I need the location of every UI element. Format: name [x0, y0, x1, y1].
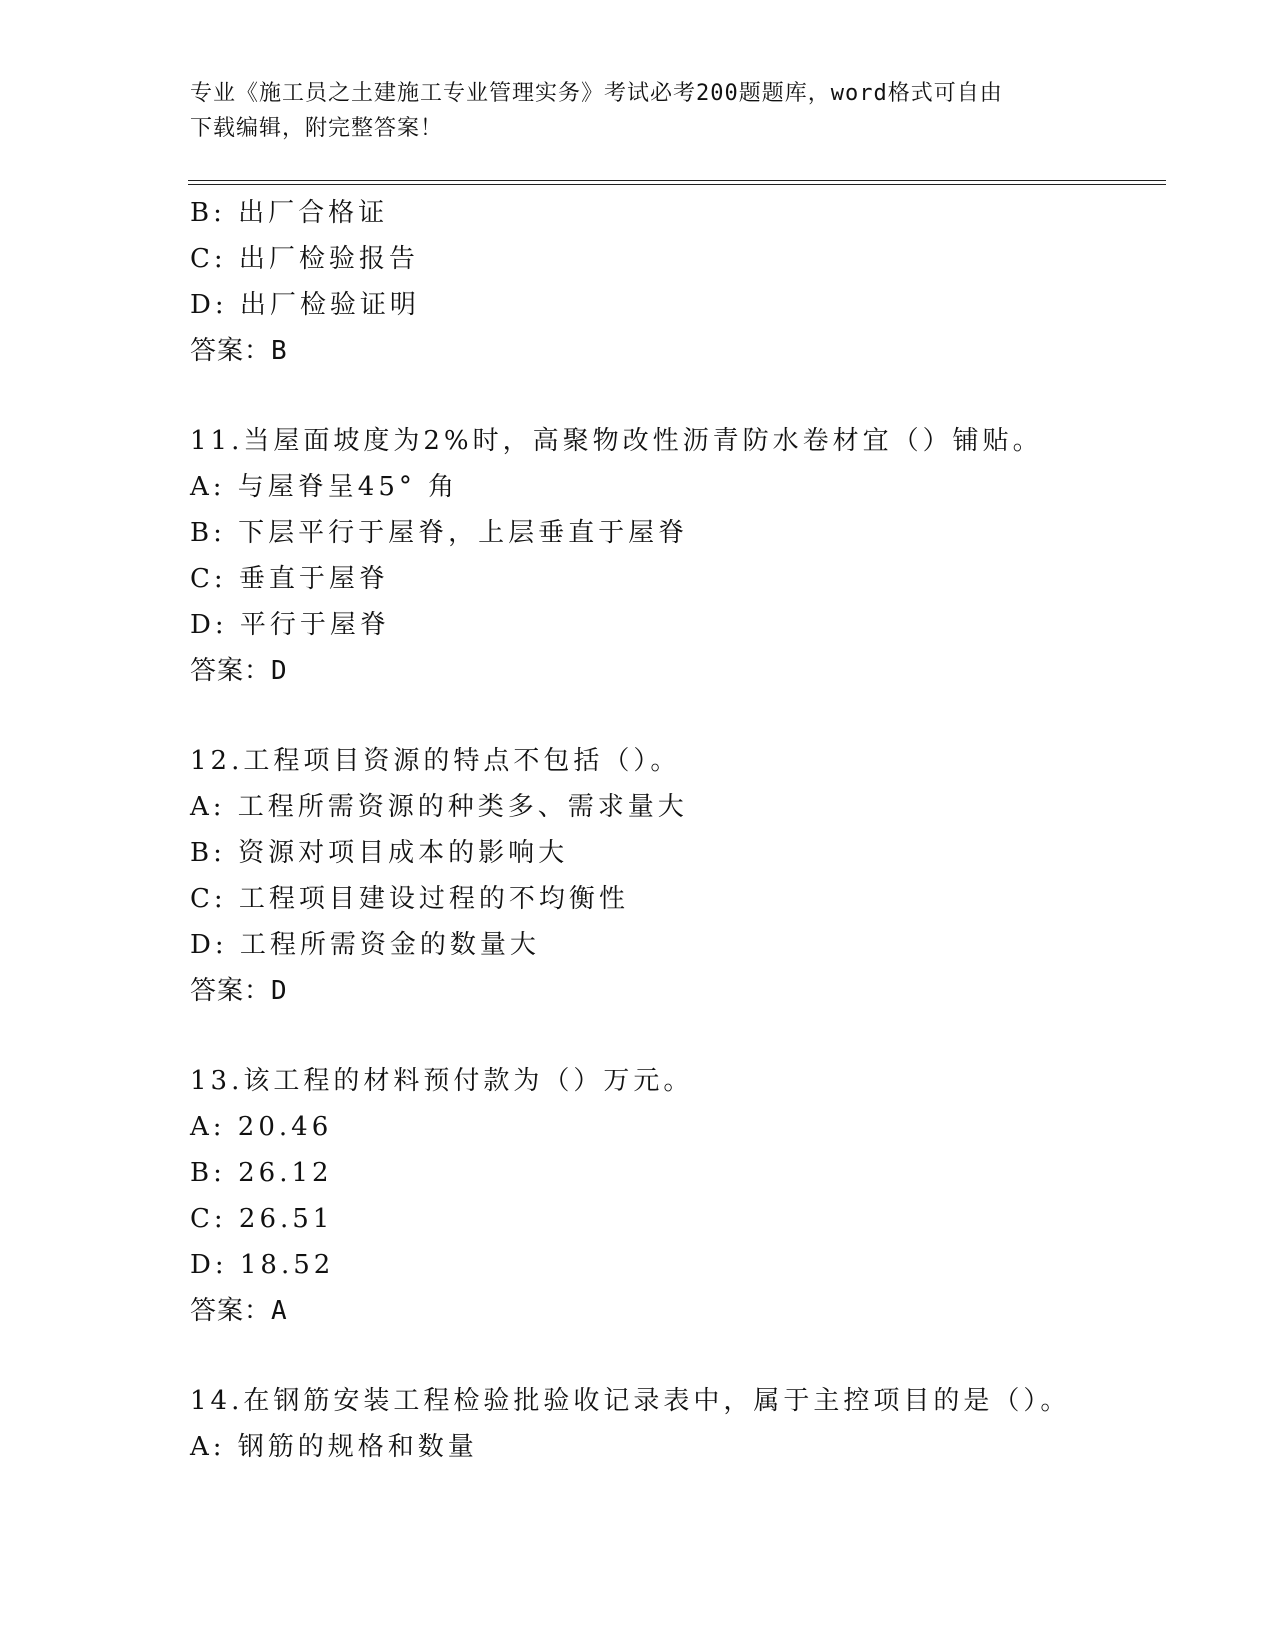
- option-line: A: 钢筋的规格和数量: [190, 1432, 478, 1462]
- option-line: C: 26.51: [190, 1204, 334, 1234]
- option-line: B: 出厂合格证: [190, 198, 389, 228]
- option-line: B: 资源对项目成本的影响大: [190, 838, 569, 868]
- option-line: B: 26.12: [190, 1158, 333, 1188]
- question-text: 12.工程项目资源的特点不包括（）。: [190, 746, 681, 776]
- option-line: A: 工程所需资源的种类多、需求量大: [190, 792, 688, 822]
- answer-line: 答案：B: [190, 336, 288, 366]
- option-line: D: 18.52: [190, 1250, 335, 1280]
- option-line: B: 下层平行于屋脊，上层垂直于屋脊: [190, 518, 689, 548]
- answer-line: 答案：A: [190, 1296, 288, 1326]
- answer-line: 答案：D: [190, 656, 288, 686]
- question-spacer: [190, 1014, 1190, 1058]
- answer-line: 答案：D: [190, 976, 288, 1006]
- header-line-2: 下载编辑，附完整答案！: [190, 116, 444, 141]
- option-line: A: 20.46: [190, 1112, 333, 1142]
- question-list: [190, 190, 1190, 1470]
- question-text: 13.该工程的材料预付款为（）万元。: [190, 1066, 694, 1096]
- question-text: 11.当屋面坡度为2%时，高聚物改性沥青防水卷材宜（）铺贴。: [190, 426, 1043, 456]
- option-line: D: 出厂检验证明: [190, 290, 420, 320]
- option-line: C: 工程项目建设过程的不均衡性: [190, 884, 629, 914]
- question-spacer: [190, 374, 1190, 418]
- header-divider-bottom: [188, 184, 1166, 185]
- document-header: [190, 76, 1090, 146]
- option-line: D: 平行于屋脊: [190, 610, 390, 640]
- question-spacer: [190, 694, 1190, 738]
- header-divider-top: [188, 180, 1166, 181]
- option-line: D: 工程所需资金的数量大: [190, 930, 540, 960]
- header-line-1: 专业《施工员之土建施工专业管理实务》考试必考200题题库，word格式可自由: [190, 81, 1003, 106]
- question-text: 14.在钢筋安装工程检验批验收记录表中，属于主控项目的是（）。: [190, 1386, 1071, 1416]
- option-line: C: 出厂检验报告: [190, 244, 419, 274]
- question-spacer: [190, 1334, 1190, 1378]
- option-line: A: 与屋脊呈45° 角: [190, 472, 459, 502]
- option-line: C: 垂直于屋脊: [190, 564, 389, 594]
